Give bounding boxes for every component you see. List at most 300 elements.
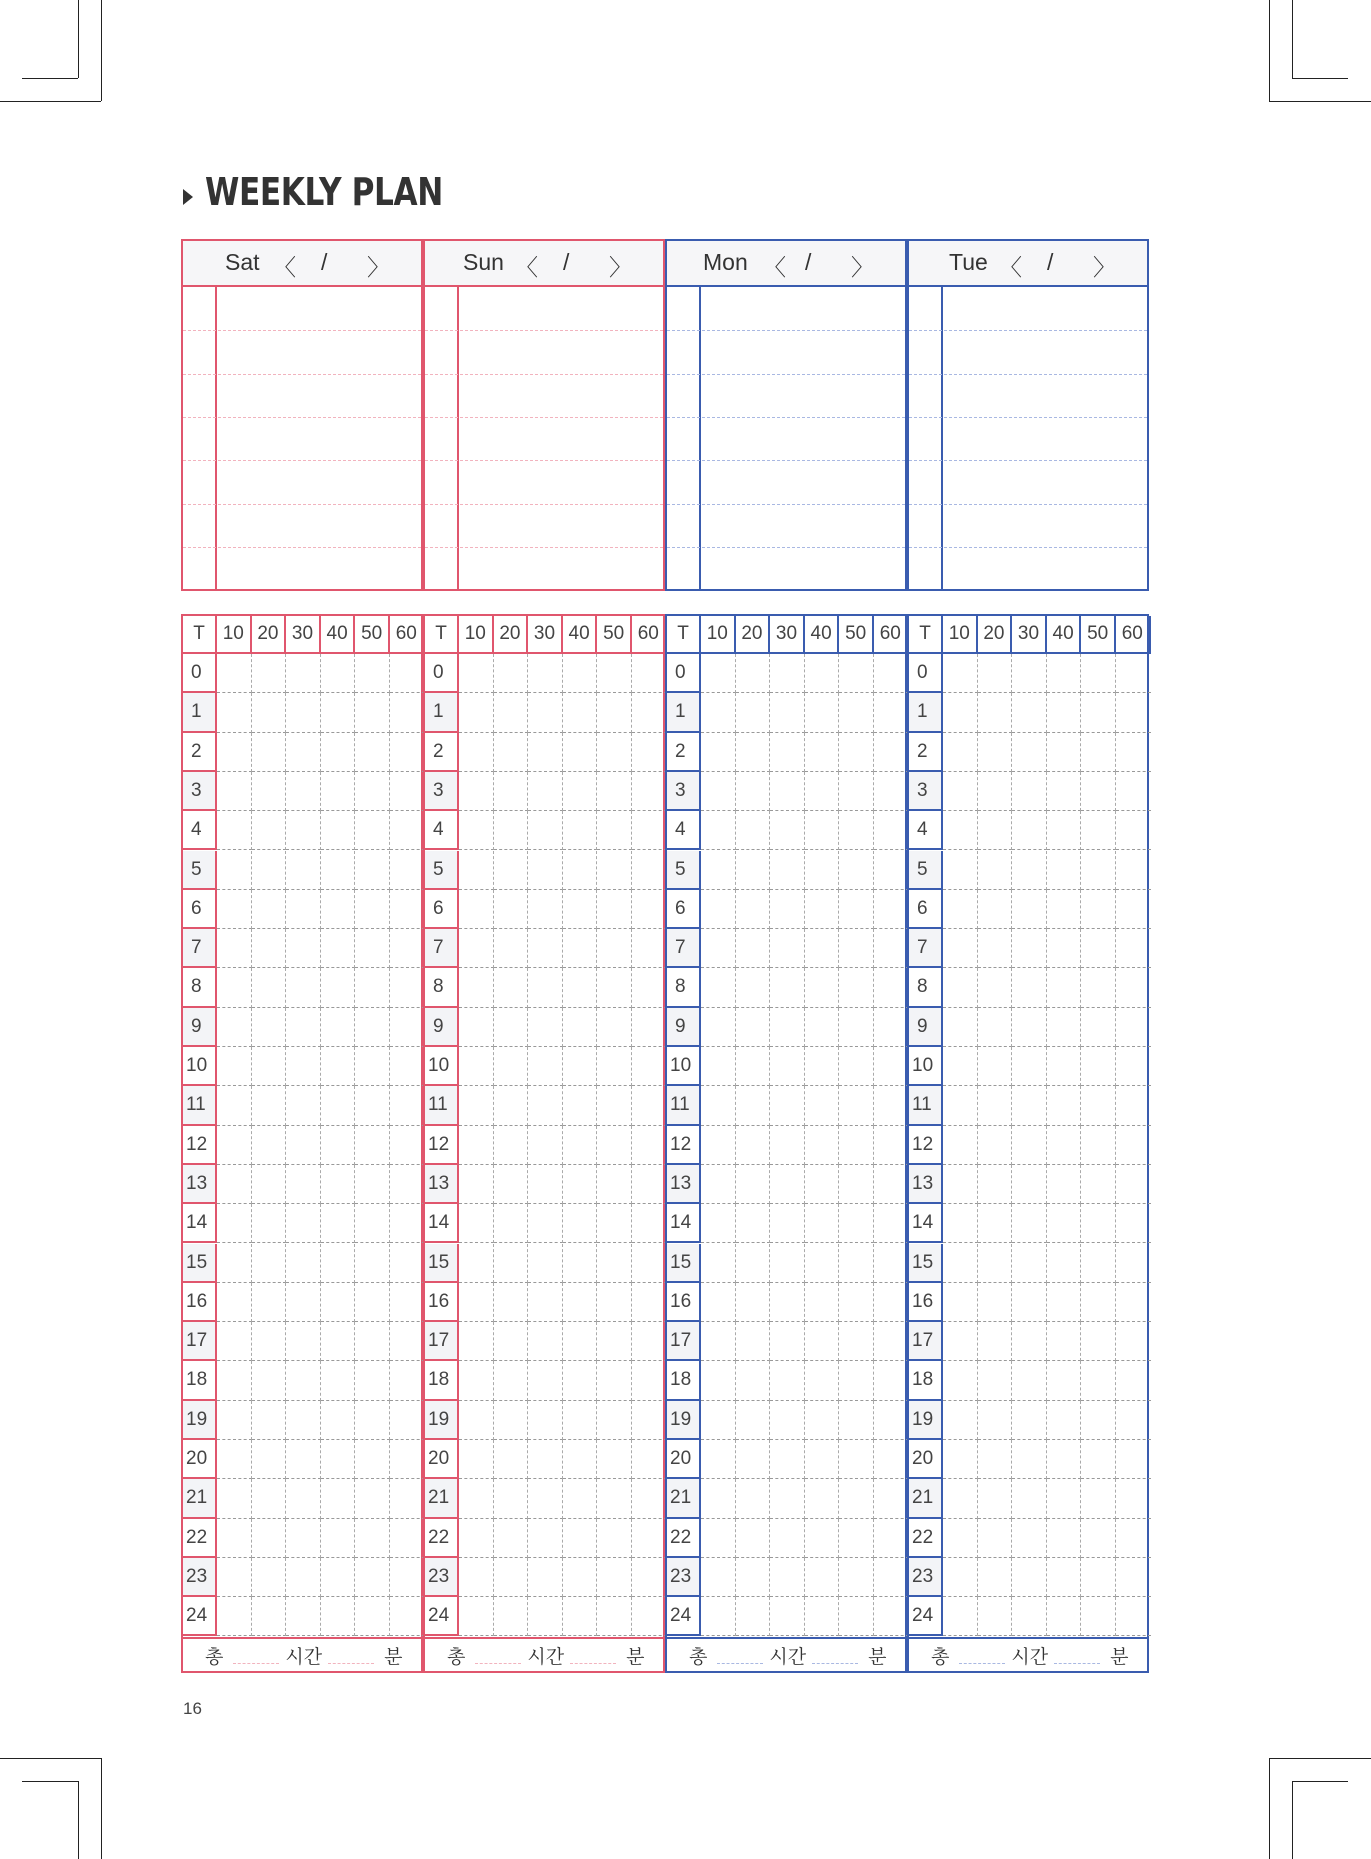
- minute-cell[interactable]: [494, 1401, 529, 1440]
- minute-cell[interactable]: [943, 1047, 978, 1086]
- minute-cell[interactable]: [355, 1440, 390, 1479]
- minute-cell[interactable]: [632, 1558, 667, 1597]
- daily-total[interactable]: [667, 1637, 905, 1675]
- minute-cell[interactable]: [770, 1479, 805, 1518]
- minute-cell[interactable]: [770, 1519, 805, 1558]
- minute-cell[interactable]: [770, 1165, 805, 1204]
- minute-cell[interactable]: [321, 929, 356, 968]
- minute-cell[interactable]: [632, 890, 667, 929]
- minute-cell[interactable]: [597, 1401, 632, 1440]
- minute-cell[interactable]: [874, 1597, 909, 1636]
- minute-cell[interactable]: [1081, 968, 1116, 1007]
- minute-cell[interactable]: [632, 1165, 667, 1204]
- minute-cell[interactable]: [943, 1361, 978, 1400]
- task-list[interactable]: [425, 287, 663, 589]
- minute-cell[interactable]: [701, 1479, 736, 1518]
- minute-cell[interactable]: [701, 1361, 736, 1400]
- minute-cell[interactable]: [597, 851, 632, 890]
- minute-cell[interactable]: [321, 1322, 356, 1361]
- minute-cell[interactable]: [390, 1479, 425, 1518]
- minute-cell[interactable]: [770, 1597, 805, 1636]
- minute-cell[interactable]: [978, 1126, 1013, 1165]
- task-list[interactable]: [667, 287, 905, 589]
- minute-cell[interactable]: [286, 1440, 321, 1479]
- minute-cell[interactable]: [597, 1597, 632, 1636]
- minute-cell[interactable]: [701, 890, 736, 929]
- minute-cell[interactable]: [597, 890, 632, 929]
- minute-cell[interactable]: [1081, 929, 1116, 968]
- minute-cell[interactable]: [1116, 1086, 1151, 1125]
- minute-cell[interactable]: [252, 1244, 287, 1283]
- minute-cell[interactable]: [770, 733, 805, 772]
- minute-cell[interactable]: [701, 1008, 736, 1047]
- minute-cell[interactable]: [1116, 1047, 1151, 1086]
- minute-cell[interactable]: [597, 1086, 632, 1125]
- minute-cell[interactable]: [563, 1519, 598, 1558]
- minute-cell[interactable]: [355, 1165, 390, 1204]
- minute-cell[interactable]: [978, 811, 1013, 850]
- minute-cell[interactable]: [1047, 929, 1082, 968]
- minute-cell[interactable]: [943, 1008, 978, 1047]
- minute-cell[interactable]: [390, 772, 425, 811]
- minute-cell[interactable]: [494, 693, 529, 732]
- minute-cell[interactable]: [874, 1558, 909, 1597]
- minute-cell[interactable]: [528, 968, 563, 1007]
- minute-cell[interactable]: [1012, 1519, 1047, 1558]
- minute-cell[interactable]: [355, 1322, 390, 1361]
- minute-cell[interactable]: [943, 1558, 978, 1597]
- minute-cell[interactable]: [1081, 1322, 1116, 1361]
- minute-cell[interactable]: [1012, 772, 1047, 811]
- minute-cell[interactable]: [252, 1479, 287, 1518]
- minute-cell[interactable]: [839, 1126, 874, 1165]
- minute-cell[interactable]: [1116, 890, 1151, 929]
- minute-cell[interactable]: [943, 693, 978, 732]
- minute-cell[interactable]: [736, 851, 771, 890]
- minute-cell[interactable]: [805, 1086, 840, 1125]
- minute-cell[interactable]: [770, 1440, 805, 1479]
- minute-cell[interactable]: [355, 1283, 390, 1322]
- minute-cell[interactable]: [978, 890, 1013, 929]
- minute-cell[interactable]: [632, 1283, 667, 1322]
- minute-cell[interactable]: [701, 1322, 736, 1361]
- minute-cell[interactable]: [217, 890, 252, 929]
- minute-cell[interactable]: [217, 851, 252, 890]
- minute-cell[interactable]: [597, 1165, 632, 1204]
- minute-cell[interactable]: [597, 968, 632, 1007]
- minute-cell[interactable]: [286, 1597, 321, 1636]
- minute-cell[interactable]: [390, 1361, 425, 1400]
- minute-cell[interactable]: [1081, 890, 1116, 929]
- minute-cell[interactable]: [286, 733, 321, 772]
- minute-cell[interactable]: [736, 1283, 771, 1322]
- minute-cell[interactable]: [805, 1008, 840, 1047]
- minute-cell[interactable]: [355, 811, 390, 850]
- minute-cell[interactable]: [217, 772, 252, 811]
- minute-cell[interactable]: [770, 1401, 805, 1440]
- minute-cell[interactable]: [632, 772, 667, 811]
- minute-cell[interactable]: [632, 693, 667, 732]
- minute-cell[interactable]: [978, 1322, 1013, 1361]
- minute-cell[interactable]: [217, 1086, 252, 1125]
- minute-cell[interactable]: [736, 1165, 771, 1204]
- minute-cell[interactable]: [321, 733, 356, 772]
- minute-cell[interactable]: [321, 693, 356, 732]
- minute-cell[interactable]: [805, 1597, 840, 1636]
- minute-cell[interactable]: [286, 1558, 321, 1597]
- minute-cell[interactable]: [805, 1519, 840, 1558]
- minute-cell[interactable]: [874, 654, 909, 693]
- minute-cell[interactable]: [632, 1519, 667, 1558]
- minute-cell[interactable]: [978, 1047, 1013, 1086]
- minute-cell[interactable]: [839, 1440, 874, 1479]
- minute-cell[interactable]: [1116, 968, 1151, 1007]
- minute-cell[interactable]: [1116, 1204, 1151, 1243]
- minute-cell[interactable]: [1012, 811, 1047, 850]
- minute-cell[interactable]: [805, 1479, 840, 1518]
- minute-cell[interactable]: [217, 1479, 252, 1518]
- hours-blank[interactable]: [233, 1663, 279, 1664]
- minute-cell[interactable]: [770, 890, 805, 929]
- minute-cell[interactable]: [286, 1086, 321, 1125]
- minute-cell[interactable]: [528, 772, 563, 811]
- minute-cell[interactable]: [494, 811, 529, 850]
- minute-cell[interactable]: [874, 1204, 909, 1243]
- minute-cell[interactable]: [1047, 1401, 1082, 1440]
- minutes-blank[interactable]: [812, 1663, 858, 1664]
- minute-cell[interactable]: [1012, 968, 1047, 1007]
- minute-cell[interactable]: [217, 1322, 252, 1361]
- minute-cell[interactable]: [770, 1244, 805, 1283]
- minute-cell[interactable]: [770, 1558, 805, 1597]
- minute-cell[interactable]: [874, 733, 909, 772]
- minute-cell[interactable]: [217, 1361, 252, 1400]
- minute-cell[interactable]: [321, 772, 356, 811]
- minute-cell[interactable]: [494, 1597, 529, 1636]
- minute-cell[interactable]: [286, 1283, 321, 1322]
- minute-cell[interactable]: [390, 1558, 425, 1597]
- minute-cell[interactable]: [978, 733, 1013, 772]
- minute-cell[interactable]: [597, 1361, 632, 1400]
- minute-cell[interactable]: [1047, 1440, 1082, 1479]
- minute-cell[interactable]: [1012, 1086, 1047, 1125]
- minute-cell[interactable]: [286, 1361, 321, 1400]
- minute-cell[interactable]: [1012, 733, 1047, 772]
- minute-cell[interactable]: [321, 811, 356, 850]
- minute-cell[interactable]: [217, 1008, 252, 1047]
- minute-cell[interactable]: [736, 929, 771, 968]
- minute-cell[interactable]: [355, 1597, 390, 1636]
- minute-cell[interactable]: [839, 1401, 874, 1440]
- minute-cell[interactable]: [943, 1519, 978, 1558]
- minute-cell[interactable]: [1012, 1479, 1047, 1518]
- minute-cell[interactable]: [701, 1204, 736, 1243]
- minute-cell[interactable]: [286, 890, 321, 929]
- minute-cell[interactable]: [355, 1244, 390, 1283]
- minute-cell[interactable]: [943, 929, 978, 968]
- minute-cell[interactable]: [252, 1047, 287, 1086]
- minute-cell[interactable]: [528, 1047, 563, 1086]
- minute-cell[interactable]: [874, 1047, 909, 1086]
- minute-cell[interactable]: [874, 1322, 909, 1361]
- minute-cell[interactable]: [563, 1361, 598, 1400]
- minute-cell[interactable]: [874, 811, 909, 850]
- minute-cell[interactable]: [701, 1047, 736, 1086]
- minute-cell[interactable]: [528, 1558, 563, 1597]
- minute-cell[interactable]: [805, 1283, 840, 1322]
- minute-cell[interactable]: [770, 1047, 805, 1086]
- minute-cell[interactable]: [563, 733, 598, 772]
- minute-cell[interactable]: [632, 1322, 667, 1361]
- minute-cell[interactable]: [632, 1047, 667, 1086]
- minutes-blank[interactable]: [1054, 1663, 1100, 1664]
- minute-cell[interactable]: [390, 1440, 425, 1479]
- minute-cell[interactable]: [321, 1086, 356, 1125]
- minute-cell[interactable]: [321, 1361, 356, 1400]
- minute-cell[interactable]: [286, 1322, 321, 1361]
- minute-cell[interactable]: [874, 1519, 909, 1558]
- minute-cell[interactable]: [839, 772, 874, 811]
- minute-cell[interactable]: [217, 1558, 252, 1597]
- minute-cell[interactable]: [839, 929, 874, 968]
- minute-cell[interactable]: [839, 1519, 874, 1558]
- minute-cell[interactable]: [252, 1401, 287, 1440]
- minute-cell[interactable]: [459, 968, 494, 1007]
- minute-cell[interactable]: [597, 1047, 632, 1086]
- minute-cell[interactable]: [494, 1165, 529, 1204]
- minute-cell[interactable]: [1081, 693, 1116, 732]
- minute-cell[interactable]: [494, 1479, 529, 1518]
- minute-cell[interactable]: [839, 851, 874, 890]
- minute-cell[interactable]: [632, 1597, 667, 1636]
- minute-cell[interactable]: [874, 1283, 909, 1322]
- minute-cell[interactable]: [355, 1558, 390, 1597]
- minute-cell[interactable]: [1047, 1086, 1082, 1125]
- minute-cell[interactable]: [632, 1479, 667, 1518]
- minute-cell[interactable]: [701, 968, 736, 1007]
- minute-cell[interactable]: [978, 1401, 1013, 1440]
- minute-cell[interactable]: [770, 1322, 805, 1361]
- minute-cell[interactable]: [1012, 1558, 1047, 1597]
- minute-cell[interactable]: [805, 1322, 840, 1361]
- minute-cell[interactable]: [1081, 1361, 1116, 1400]
- minute-cell[interactable]: [1012, 890, 1047, 929]
- minute-cell[interactable]: [978, 1440, 1013, 1479]
- minute-cell[interactable]: [597, 811, 632, 850]
- minute-cell[interactable]: [943, 654, 978, 693]
- minute-cell[interactable]: [839, 811, 874, 850]
- minute-cell[interactable]: [736, 811, 771, 850]
- minute-cell[interactable]: [217, 1401, 252, 1440]
- minute-cell[interactable]: [1047, 890, 1082, 929]
- minute-cell[interactable]: [1116, 1283, 1151, 1322]
- minute-cell[interactable]: [736, 1126, 771, 1165]
- minute-cell[interactable]: [770, 1283, 805, 1322]
- minute-cell[interactable]: [1047, 1361, 1082, 1400]
- minute-cell[interactable]: [528, 654, 563, 693]
- minute-cell[interactable]: [528, 1322, 563, 1361]
- minute-cell[interactable]: [874, 1361, 909, 1400]
- minute-cell[interactable]: [874, 1086, 909, 1125]
- minute-cell[interactable]: [1012, 1126, 1047, 1165]
- minute-cell[interactable]: [978, 1558, 1013, 1597]
- minute-cell[interactable]: [1047, 1322, 1082, 1361]
- minute-cell[interactable]: [736, 693, 771, 732]
- minute-cell[interactable]: [459, 1126, 494, 1165]
- minute-cell[interactable]: [494, 1440, 529, 1479]
- minute-cell[interactable]: [770, 1204, 805, 1243]
- minute-cell[interactable]: [597, 1008, 632, 1047]
- minute-cell[interactable]: [355, 1401, 390, 1440]
- minute-cell[interactable]: [286, 811, 321, 850]
- minute-cell[interactable]: [355, 851, 390, 890]
- minute-cell[interactable]: [1116, 1479, 1151, 1518]
- minute-cell[interactable]: [390, 1047, 425, 1086]
- minute-cell[interactable]: [459, 1165, 494, 1204]
- minute-cell[interactable]: [805, 1440, 840, 1479]
- minute-cell[interactable]: [736, 772, 771, 811]
- minute-cell[interactable]: [839, 1086, 874, 1125]
- minute-cell[interactable]: [701, 1597, 736, 1636]
- minute-cell[interactable]: [390, 1519, 425, 1558]
- minute-cell[interactable]: [1116, 811, 1151, 850]
- minute-cell[interactable]: [217, 1126, 252, 1165]
- minute-cell[interactable]: [632, 1361, 667, 1400]
- minute-cell[interactable]: [1081, 1440, 1116, 1479]
- minute-cell[interactable]: [1116, 1244, 1151, 1283]
- minute-cell[interactable]: [978, 1597, 1013, 1636]
- minute-cell[interactable]: [459, 811, 494, 850]
- minute-cell[interactable]: [736, 1322, 771, 1361]
- minute-cell[interactable]: [528, 733, 563, 772]
- minute-cell[interactable]: [217, 968, 252, 1007]
- minute-cell[interactable]: [390, 1401, 425, 1440]
- minute-cell[interactable]: [563, 1204, 598, 1243]
- minute-cell[interactable]: [528, 1519, 563, 1558]
- minute-cell[interactable]: [839, 654, 874, 693]
- minute-cell[interactable]: [839, 1244, 874, 1283]
- minute-cell[interactable]: [874, 1165, 909, 1204]
- minute-cell[interactable]: [839, 1204, 874, 1243]
- minute-cell[interactable]: [978, 1008, 1013, 1047]
- minute-cell[interactable]: [528, 693, 563, 732]
- minute-cell[interactable]: [1081, 1244, 1116, 1283]
- minute-cell[interactable]: [286, 851, 321, 890]
- minute-cell[interactable]: [390, 733, 425, 772]
- minute-cell[interactable]: [528, 1008, 563, 1047]
- minute-cell[interactable]: [286, 1479, 321, 1518]
- minute-cell[interactable]: [1047, 811, 1082, 850]
- minute-cell[interactable]: [355, 968, 390, 1007]
- minute-cell[interactable]: [805, 693, 840, 732]
- minute-cell[interactable]: [770, 968, 805, 1007]
- minute-cell[interactable]: [943, 1283, 978, 1322]
- minute-cell[interactable]: [1012, 1165, 1047, 1204]
- minute-cell[interactable]: [943, 1401, 978, 1440]
- minute-cell[interactable]: [1012, 1440, 1047, 1479]
- minute-cell[interactable]: [252, 772, 287, 811]
- minute-cell[interactable]: [459, 1519, 494, 1558]
- minute-cell[interactable]: [1012, 1204, 1047, 1243]
- minute-cell[interactable]: [978, 772, 1013, 811]
- minute-cell[interactable]: [1081, 851, 1116, 890]
- minute-cell[interactable]: [252, 929, 287, 968]
- minute-cell[interactable]: [943, 1440, 978, 1479]
- minute-cell[interactable]: [736, 1244, 771, 1283]
- minute-cell[interactable]: [1116, 1519, 1151, 1558]
- minute-cell[interactable]: [321, 1165, 356, 1204]
- minute-cell[interactable]: [321, 654, 356, 693]
- minute-cell[interactable]: [563, 1479, 598, 1518]
- minute-cell[interactable]: [839, 1008, 874, 1047]
- minute-cell[interactable]: [805, 1401, 840, 1440]
- minute-cell[interactable]: [805, 1165, 840, 1204]
- minute-cell[interactable]: [874, 851, 909, 890]
- minute-cell[interactable]: [839, 1361, 874, 1400]
- minute-cell[interactable]: [874, 1401, 909, 1440]
- minute-cell[interactable]: [978, 1361, 1013, 1400]
- minute-cell[interactable]: [494, 1008, 529, 1047]
- minute-cell[interactable]: [355, 772, 390, 811]
- minute-cell[interactable]: [252, 1204, 287, 1243]
- minute-cell[interactable]: [217, 1047, 252, 1086]
- minute-cell[interactable]: [1047, 693, 1082, 732]
- minute-cell[interactable]: [874, 1126, 909, 1165]
- minute-cell[interactable]: [494, 890, 529, 929]
- minute-cell[interactable]: [355, 1008, 390, 1047]
- minute-cell[interactable]: [1012, 1597, 1047, 1636]
- minute-cell[interactable]: [321, 1440, 356, 1479]
- minute-cell[interactable]: [805, 1047, 840, 1086]
- minute-cell[interactable]: [943, 1204, 978, 1243]
- minute-cell[interactable]: [1047, 1244, 1082, 1283]
- minute-cell[interactable]: [1116, 1597, 1151, 1636]
- minute-cell[interactable]: [286, 929, 321, 968]
- minute-cell[interactable]: [390, 1086, 425, 1125]
- minute-cell[interactable]: [770, 772, 805, 811]
- minute-cell[interactable]: [217, 1165, 252, 1204]
- minute-cell[interactable]: [597, 929, 632, 968]
- minute-cell[interactable]: [459, 1244, 494, 1283]
- minute-cell[interactable]: [943, 1479, 978, 1518]
- minute-cell[interactable]: [943, 1126, 978, 1165]
- minute-cell[interactable]: [1081, 1086, 1116, 1125]
- minute-cell[interactable]: [459, 890, 494, 929]
- minute-cell[interactable]: [1012, 1283, 1047, 1322]
- minute-cell[interactable]: [978, 1086, 1013, 1125]
- minute-cell[interactable]: [494, 1244, 529, 1283]
- minute-cell[interactable]: [494, 772, 529, 811]
- minute-cell[interactable]: [390, 1165, 425, 1204]
- minute-cell[interactable]: [632, 654, 667, 693]
- daily-total[interactable]: [425, 1637, 663, 1675]
- minute-cell[interactable]: [321, 1401, 356, 1440]
- minute-cell[interactable]: [252, 1283, 287, 1322]
- minute-cell[interactable]: [459, 693, 494, 732]
- minute-cell[interactable]: [597, 733, 632, 772]
- minute-cell[interactable]: [736, 654, 771, 693]
- minute-cell[interactable]: [978, 1204, 1013, 1243]
- minute-cell[interactable]: [805, 733, 840, 772]
- minute-cell[interactable]: [563, 968, 598, 1007]
- hours-blank[interactable]: [717, 1663, 763, 1664]
- minute-cell[interactable]: [1116, 1401, 1151, 1440]
- minute-cell[interactable]: [770, 929, 805, 968]
- minute-cell[interactable]: [321, 968, 356, 1007]
- minute-cell[interactable]: [459, 733, 494, 772]
- minute-cell[interactable]: [494, 968, 529, 1007]
- minute-cell[interactable]: [252, 851, 287, 890]
